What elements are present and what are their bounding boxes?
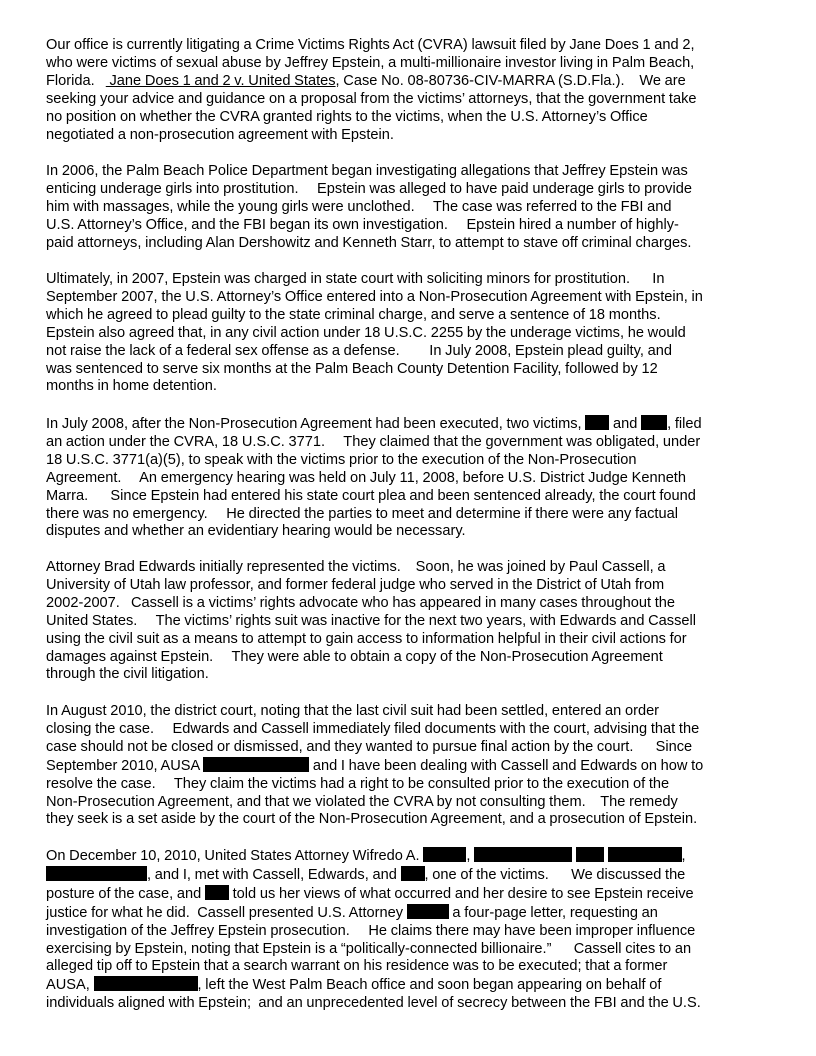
text: , bbox=[466, 848, 475, 864]
redaction-block bbox=[474, 847, 572, 862]
redaction-block bbox=[205, 885, 229, 900]
text: Our office is currently litigating a Crime Victims Rights Act (CVRA) lawsuit filed by Jane Does 1 and 2, who were victims of sexual abuse by Jeffrey Epstein, a multi-millionaire investor living in Palm Beach, Florida. bbox=[46, 37, 695, 89]
paragraph-attorneys bbox=[46, 559, 772, 684]
text: , and I, met with Cassell, Edwards, and bbox=[147, 866, 401, 883]
text: , Case No. 08-80736-CIV-MARRA (S.D.Fla.). We are seeking your advice and guidance on a proposal from the victims’ attorneys, that the government take no position on whether the CVRA granted rights to the victims, when the U.S. Attorney’s Office negotiated a non-prosecution agreement with Epstein. bbox=[46, 72, 697, 143]
text: a four-page letter, requesting an investigation of the Jeffrey Epstein prosecution. He claims there may have been improper influence exercising by Epstein, noting that Epstein is a “politically-connected billionaire.” Cassell cites to an alleged tip off to Epstein that a search warrant on his residence was to be executed; that a former AUSA, bbox=[46, 904, 696, 994]
paragraph-district-court bbox=[46, 703, 772, 829]
redaction-block bbox=[407, 904, 449, 919]
text: and I have been dealing with Cassell and Edwards on how to resolve the case. They claim the victims had a right to be consulted prior to the execution of the Non-Prosecution Agreement, and that we violated the CVRA by not consulting them. The remedy they seek is a set aside by the court of the Non-Prosecution Agreement, and a prosecution of Epstein. bbox=[46, 757, 704, 828]
redaction-block bbox=[203, 757, 309, 772]
redaction-block bbox=[608, 847, 682, 862]
redaction-block bbox=[94, 976, 198, 991]
text: Ultimately, in 2007, Epstein was charged in state court with soliciting minors for prostitution. In September 2007, the U.S. Attorney’s Office entered into a Non-Prosecution Agreement with Epstein, in which he agreed to plead guilty to the state criminal charge, and serve a sentence of 18 months. Epstein also agreed that, in any civil action under 18 U.S.C. 2255 by the underage victims, he would not raise the lack of a federal sex offense as a defense. In July 2008, Epstein plead guilty, and was sentenced to serve six months at the Palm Beach County Detention Facility, followed by 12 months in home detention. bbox=[46, 271, 703, 395]
text: In 2006, the Palm Beach Police Department began investigating allegations that Jeffrey Epstein was enticing underage girls into prostitution. Epstein was alleged to have paid underage girls to provide him with massages, while the young girls were unclothed. The case was referred to the FBI and U.S. Attorney’s Office, and the FBI began its own investigation. Epstein hired a number of highly- paid attorneys, including Alan Dershowitz and Kenneth Starr, to attempt to stave off criminal charges. bbox=[46, 163, 692, 251]
text: On December 10, 2010, United States Attorney Wifredo A. bbox=[46, 848, 424, 864]
case-title: Jane Does 1 and 2 v. United States bbox=[105, 72, 336, 89]
text: and bbox=[609, 416, 642, 432]
paragraph-cvra-lawsuit bbox=[46, 37, 772, 144]
text: told us her views of what occurred and her desire to see Epstein receive justice for what he did. Cassell presented U.S. Attorney bbox=[46, 885, 694, 921]
redaction-block bbox=[401, 866, 425, 881]
paragraph-cvra-action bbox=[46, 415, 772, 541]
redaction-block bbox=[576, 847, 604, 862]
text: In August 2010, the district court, noting that the last civil suit had been settled, entered an order closing the case. Edwards and Cassell immediately filed documents with the court, advising that the case should not be closed or dismissed, and they wanted to pursue final action by the court. Since September 2010, AUSA bbox=[46, 703, 700, 774]
text: In July 2008, after the Non-Prosecution Agreement had been executed, two victims, bbox=[46, 416, 586, 432]
paragraph-state-charges bbox=[46, 271, 772, 396]
redaction-block bbox=[46, 866, 147, 881]
text: , left the West Palm Beach office and soon began appearing on behalf of individuals aligned with Epstein; and an unprecedented level of secrecy between the FBI and the U.S. bbox=[46, 977, 701, 1012]
paragraph-investigation bbox=[46, 163, 772, 253]
text: , filed an action under the CVRA, 18 U.S.C. 3771. They claimed that the government was obligated, under 18 U.S.C. 3771(a)(5), to speak with the victims prior to the execution of the Non-Prosecution Agreement. An emergency hearing was held on July 11, 2008, before U.S. District Judge Kenneth Marra. Since Epstein had entered his state court plea and been sentenced already, the court found there was no emergency. He directed the parties to meet and determine if there were any factual disputes and whether an evidentiary hearing would be necessary. bbox=[46, 416, 702, 540]
text: , bbox=[681, 848, 686, 864]
redaction-block bbox=[423, 847, 466, 862]
paragraph-december-meeting bbox=[46, 847, 772, 1013]
text: Attorney Brad Edwards initially represented the victims. Soon, he was joined by Paul Cassell, a University of Utah law professor, and former federal judge who served in the District of Utah from 2002-2007. Cassell is a victims’ rights advocate who has appeared in many cases throughout the United States. The victims’ rights suit was inactive for the next two years, with Edwards and Cassell using the civil suit as a means to attempt to gain access to information helpful in their civil actions for damages against Epstein. They were able to obtain a copy of the Non-Prosecution Agreement through the civil litigation. bbox=[46, 559, 696, 683]
redaction-block bbox=[641, 415, 667, 430]
text: , one of the victims. We discussed the posture of the case, and bbox=[46, 866, 686, 902]
redaction-block bbox=[585, 415, 609, 430]
